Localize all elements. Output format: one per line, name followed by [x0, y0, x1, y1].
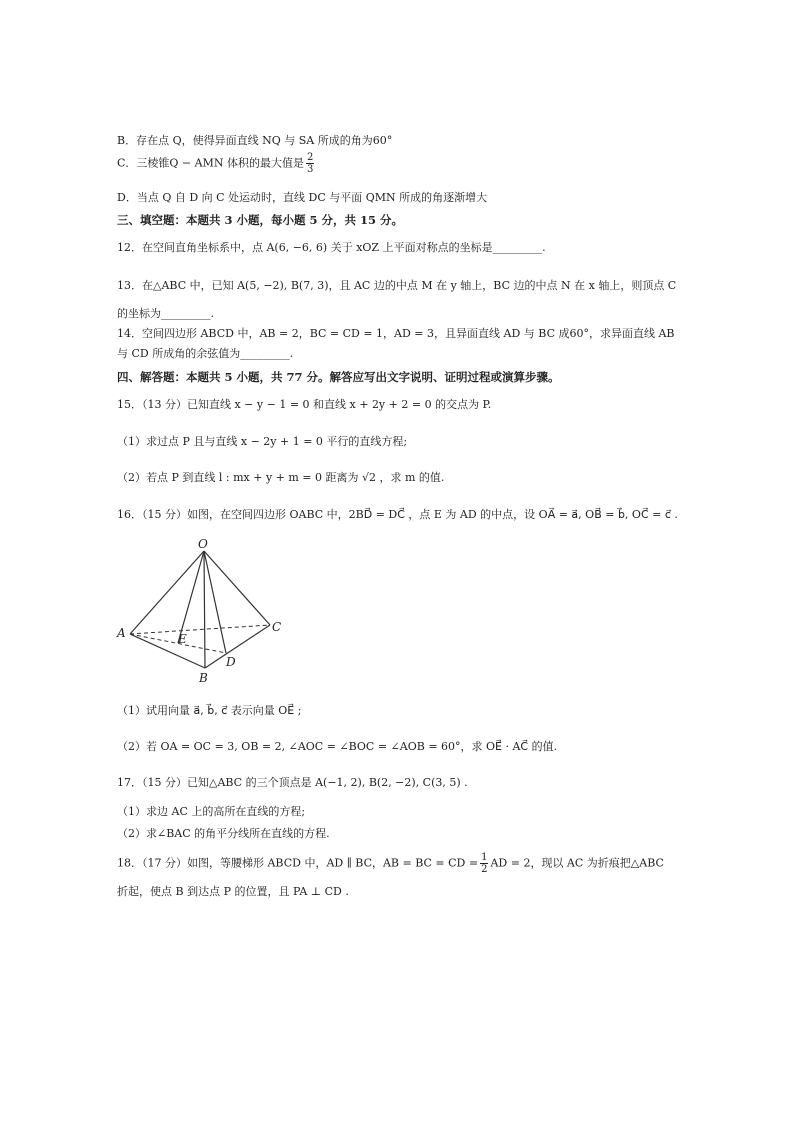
fraction-denominator: 2	[481, 864, 488, 875]
q11-option-d: D．当点 Q 自 D 向 C 处运动时，直线 DC 与平面 QMN 所成的角逐渐增大	[117, 191, 488, 204]
label-a: A	[117, 626, 126, 640]
q11-option-c-fraction	[306, 152, 314, 175]
q18-fraction	[480, 852, 488, 875]
q17-part-2: （2）求∠BAC 的角平分线所在直线的方程.	[117, 827, 330, 840]
edge-ac-dashed	[130, 625, 270, 634]
q15-stem: 15．（13 分）已知直线 x − y − 1 = 0 和直线 x + 2y + 2 = 0 的交点为 P.	[117, 398, 492, 411]
q12-text: 12．在空间直角坐标系中，点 A(6, −6, 6) 关于 xOZ 上平面对称点的坐标是_________.	[117, 241, 546, 254]
q16-part-2: （2）若 OA = OC = 3, OB = 2, ∠AOC = ∠BOC = ∠AOB = 60°，求 OE⃗ · AC⃗ 的值.	[117, 740, 558, 753]
q11-option-b: B．存在点 Q，使得异面直线 NQ 与 SA 所成的角为60°	[117, 134, 393, 147]
q17-stem: 17．（15 分）已知△ABC 的三个顶点是 A(−1, 2), B(2, −2), C(3, 5) .	[117, 776, 468, 789]
q15-part-2: （2）若点 P 到直线 l : mx + y + m = 0 距离为 √2 ，求 m 的值.	[117, 471, 445, 484]
q14-line-1: 14．空间四边形 ABCD 中，AB = 2，BC = CD = 1，AD = 3，且异面直线 AD 与 BC 成60°，求异面直线 AB	[117, 327, 675, 340]
edge-bc	[205, 625, 270, 668]
q18-line-2: 折起，使点 B 到达点 P 的位置，且 PA ⊥ CD .	[117, 885, 349, 898]
label-b: B	[199, 671, 208, 685]
label-e: E	[178, 632, 187, 646]
q18-stem-post: AD = 2，现以 AC 为折痕把△ABC	[490, 856, 664, 870]
label-o: O	[198, 537, 208, 551]
q13-line-2: 的坐标为_________.	[117, 307, 214, 320]
q16-tetrahedron-figure	[112, 536, 294, 686]
q11-option-c	[117, 152, 316, 175]
q17-part-1: （1）求边 AC 上的高所在直线的方程;	[117, 805, 306, 818]
fraction-numerator: 2	[306, 152, 314, 163]
q13-line-1: 13．在△ABC 中，已知 A(5, −2), B(7, 3)，且 AC 边的中点 M 在 y 轴上，BC 边的中点 N 在 x 轴上，则顶点 C	[117, 279, 677, 292]
edge-od	[204, 551, 226, 653]
edge-ob	[204, 551, 205, 668]
edge-ab	[130, 634, 205, 668]
section-3-title: 三、填空题：本题共 3 小题，每小题 5 分，共 15 分。	[117, 213, 404, 227]
q14-line-2: 与 CD 所成角的余弦值为_________.	[117, 347, 294, 360]
q18-stem-pre: 18．（17 分）如图，等腰梯形 ABCD 中，AD ∥ BC，AB = BC = CD =	[117, 856, 479, 870]
q15-part-1: （1）求过点 P 且与直线 x − 2y + 1 = 0 平行的直线方程;	[117, 435, 408, 448]
q16-part-1: （1）试用向量 a⃗, b⃗, c⃗ 表示向量 OE⃗ ;	[117, 704, 302, 717]
q18-line-1	[117, 852, 664, 875]
edge-oa	[130, 551, 204, 634]
label-c: C	[272, 620, 282, 634]
edge-oc	[204, 551, 270, 625]
q16-stem: 16．（15 分）如图，在空间四边形 OABC 中，2BD⃗ = DC⃗ ，点 E 为 AD 的中点，设 OA⃗ = a⃗, OB⃗ = b⃗, OC⃗ = c⃗ .	[117, 508, 678, 521]
fraction-denominator: 3	[306, 164, 314, 175]
section-4-title: 四、解答题：本题共 5 小题，共 77 分。解答应写出文字说明、证明过程或演算步骤。	[117, 370, 560, 384]
label-d: D	[226, 655, 236, 669]
fraction-numerator: 1	[481, 852, 488, 863]
q11-option-c-text: C．三棱锥Q − AMN 体积的最大值是	[117, 156, 304, 170]
